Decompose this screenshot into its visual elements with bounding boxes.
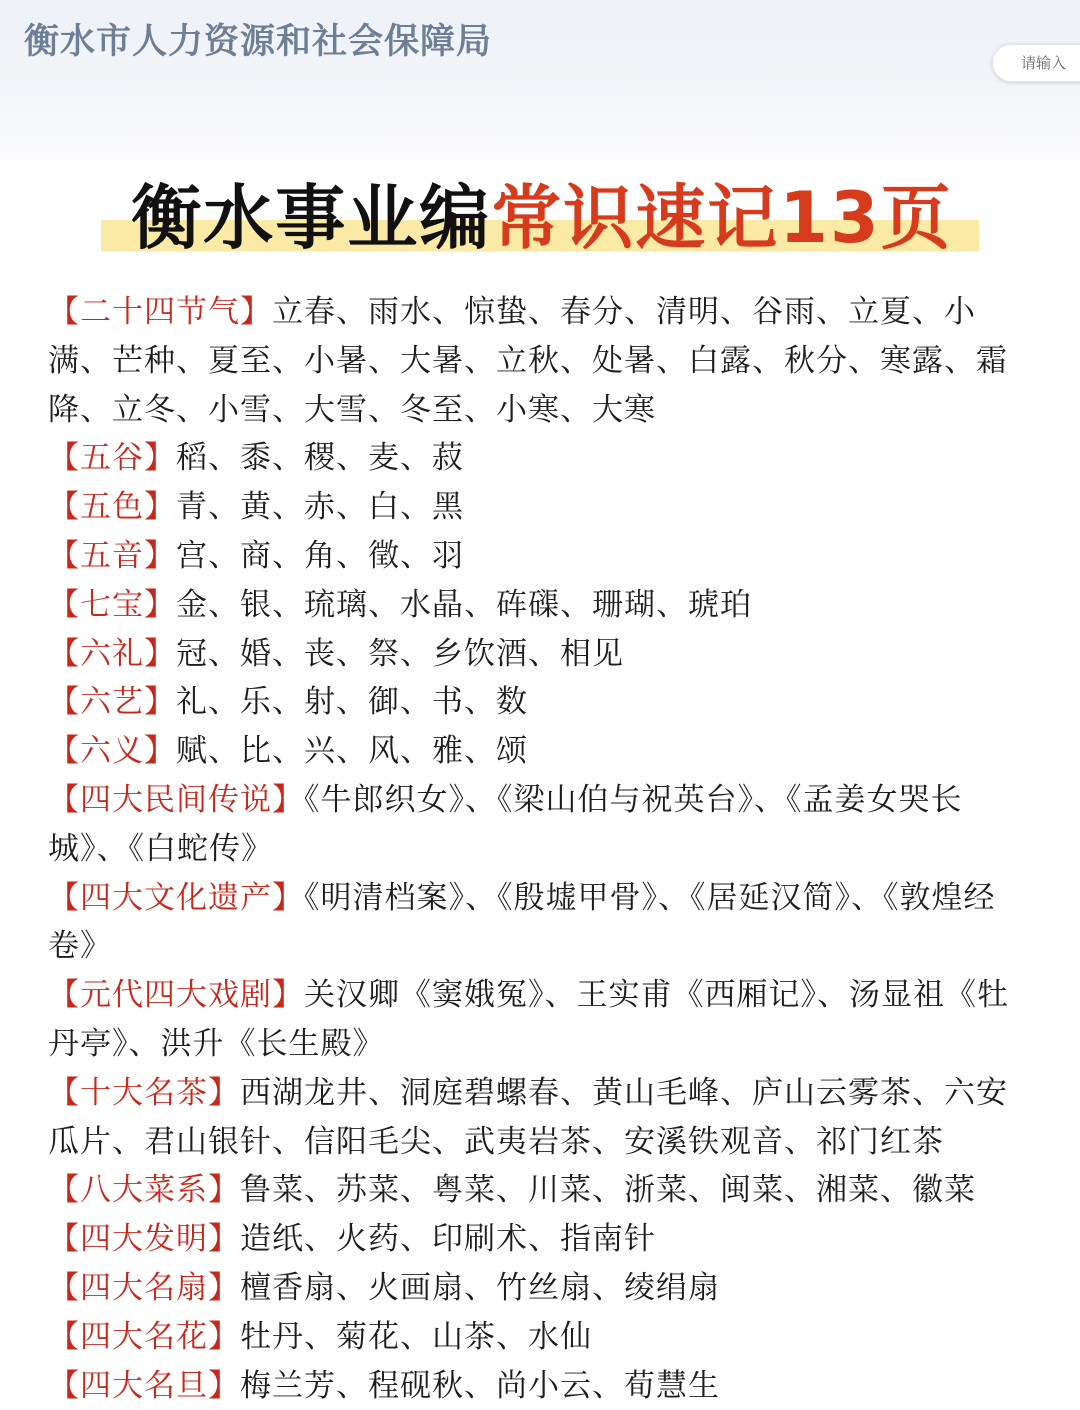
item-text: 稻、黍、稷、麦、菽 xyxy=(176,440,464,477)
title-highlight xyxy=(101,174,978,262)
category-label: 【六礼】 xyxy=(48,635,176,672)
item-text: 《明清档案》、《殷墟甲骨》、《居延汉简》、《敦煌经卷》 xyxy=(48,879,996,965)
category-label: 【五色】 xyxy=(48,489,176,526)
site-title: 衡水市人力资源和社会保障局 xyxy=(24,22,493,62)
category-label: 【七宝】 xyxy=(48,586,176,623)
list-item xyxy=(48,581,1038,630)
page-title xyxy=(0,174,1080,262)
site-header xyxy=(0,0,1080,160)
category-label: 【二十四节气】 xyxy=(48,294,272,330)
category-label: 【五谷】 xyxy=(48,440,176,477)
item-text: 梅兰芳、程砚秋、尚小云、荀慧生 xyxy=(240,1367,720,1404)
list-item xyxy=(48,874,1038,972)
list-item xyxy=(48,1166,1038,1215)
list-item xyxy=(48,532,1038,581)
item-text: 青、黄、赤、白、黑 xyxy=(176,489,464,526)
list-item xyxy=(48,1313,1038,1362)
item-text: 檀香扇、火画扇、竹丝扇、绫绢扇 xyxy=(240,1269,720,1306)
category-label: 【五音】 xyxy=(48,537,176,574)
knowledge-list xyxy=(48,288,1038,1410)
list-item xyxy=(48,434,1038,483)
item-text: 鲁菜、苏菜、粤菜、川菜、浙菜、闽菜、湘菜、徽菜 xyxy=(240,1172,976,1209)
title-part-black: 衡水事业编 xyxy=(131,177,492,259)
category-label: 【六艺】 xyxy=(48,684,176,721)
list-item xyxy=(48,1264,1038,1313)
item-text: 冠、婚、丧、祭、乡饮酒、相见 xyxy=(176,635,624,672)
search-input[interactable] xyxy=(992,44,1080,82)
list-item xyxy=(48,1069,1038,1167)
category-label: 【四大名扇】 xyxy=(48,1269,240,1306)
title-part-red: 常识速记13页 xyxy=(491,177,953,259)
list-item xyxy=(48,483,1038,532)
list-item xyxy=(48,630,1038,679)
list-item xyxy=(48,1362,1038,1410)
item-text: 西湖龙井、洞庭碧螺春、黄山毛峰、庐山云雾茶、六安瓜片、君山银针、信阳毛尖、武夷岩茶、安溪铁观音、祁门红茶 xyxy=(48,1074,1008,1160)
category-label: 【四大民间传说】 xyxy=(48,781,304,818)
item-text: 立春、雨水、惊蛰、春分、清明、谷雨、立夏、小满、芒种、夏至、小暑、大暑、立秋、处暑、白露、秋分、寒露、霜降、立冬、小雪、大雪、冬至、小寒、大寒 xyxy=(48,294,1008,428)
item-text: 牡丹、菊花、山茶、水仙 xyxy=(240,1318,592,1355)
item-text: 关汉卿《窦娥冤》、王实甫《西厢记》、汤显祖《牡丹亭》、洪升《长生殿》 xyxy=(48,977,1009,1062)
item-text: 造纸、火药、印刷术、指南针 xyxy=(240,1221,656,1258)
item-text: 礼、乐、射、御、书、数 xyxy=(176,684,528,721)
item-text: 宫、商、角、徵、羽 xyxy=(176,537,464,574)
list-item xyxy=(48,727,1038,776)
category-label: 【四大发明】 xyxy=(48,1221,240,1258)
category-label: 【四大名花】 xyxy=(48,1318,240,1355)
category-label: 【十大名茶】 xyxy=(48,1074,240,1111)
list-item xyxy=(48,678,1038,727)
category-label: 【六义】 xyxy=(48,733,176,770)
list-item xyxy=(48,776,1038,874)
item-text: 金、银、琉璃、水晶、砗磲、珊瑚、琥珀 xyxy=(176,586,752,623)
item-text: 《牛郎织女》、《梁山伯与祝英台》、《孟姜女哭长城》、《白蛇传》 xyxy=(48,781,963,867)
list-item xyxy=(48,1215,1038,1264)
category-label: 【四大名旦】 xyxy=(48,1367,240,1404)
list-item xyxy=(48,971,1038,1069)
item-text: 赋、比、兴、风、雅、颂 xyxy=(176,733,528,770)
category-label: 【八大菜系】 xyxy=(48,1172,240,1209)
category-label: 【四大文化遗产】 xyxy=(48,879,304,916)
category-label: 【元代四大戏剧】 xyxy=(48,977,304,1014)
list-item xyxy=(48,288,1038,434)
